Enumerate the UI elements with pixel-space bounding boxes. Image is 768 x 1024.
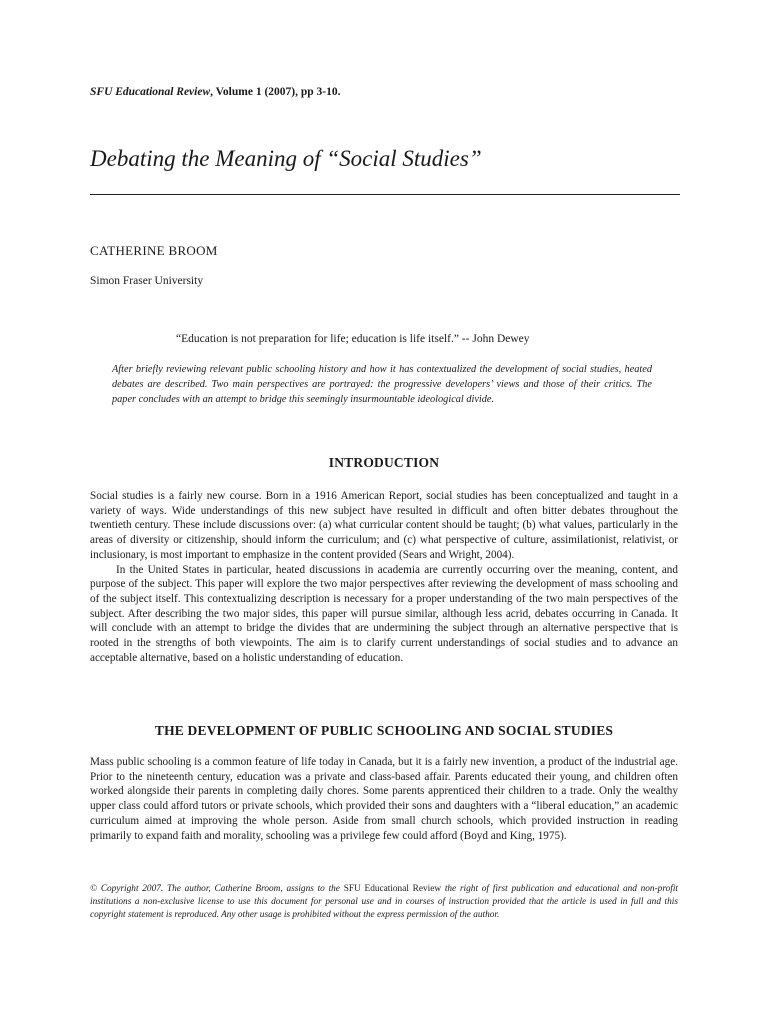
introduction-heading: INTRODUCTION — [328, 455, 440, 470]
citation-details: , Volume 1 (2007), pp 3-10. — [210, 86, 341, 98]
development-heading: THE DEVELOPMENT OF PUBLIC SCHOOLING AND SOCIAL STUDIES — [154, 723, 614, 738]
epigraph-quote: “Education is not preparation for life; education is life itself.” -- John Dewey — [176, 333, 530, 345]
copyright-notice — [90, 883, 678, 922]
copyright-journal-name: SFU Educational Review — [343, 884, 442, 894]
development-paragraph: Mass public schooling is a common feature of life today in Canada, but it is a fairly new invention, a product of the industrial age. Prior to the nineteenth century, education was a private and class-based affair. Parents educated their young, and children often worked alongside their parents in completing daily chores. Some parents apprenticed their children to a trade. Only the wealthy upper class could afford tutors or private schools, which provided their sons and daughters with a “liberal education,” an academic curriculum aimed at improving the whole person. Aside from small church schools, which provided instruction in reading primarily to expand faith and morality, schooling was a privilege few could afford (Boyd and King, 1975). — [90, 756, 678, 842]
author-affiliation: Simon Fraser University — [90, 275, 204, 287]
introduction-paragraph: Social studies is a fairly new course. Born in a 1916 American Report, social studies has been conceptualized and taught in a variety of ways. Wide understandings of this new subject have resulted in difficult and often bitter debates throughout the twentieth century. These include discussions over: (a) what curricular content should be taught; (b) what values, particularly in the areas of diversity or citizenship, should inform the curriculum; and (c) what perspective of culture, assimilationist, relativist, or inclusionary, is most important to emphasize in the content provided (Sears and Wright, 2004). — [90, 490, 678, 561]
abstract: After briefly reviewing relevant public schooling history and how it has contextualized the development of social studies, heated debates are described. Two main perspectives are portrayed: the progressive developers’ views and those of their critics. The paper concludes with an attempt to bridge this seemingly insurmountable ideological divide. — [112, 364, 652, 405]
title-divider — [90, 194, 680, 195]
article-title: Debating the Meaning of “Social Studies” — [90, 146, 482, 171]
journal-citation — [90, 86, 340, 98]
journal-name: SFU Educational Review — [90, 86, 211, 98]
copyright-text-start: © Copyright 2007. The author, Catherine Broom, assigns to the — [90, 884, 344, 894]
introduction-paragraph: In the United States in particular, heated discussions in academia are currently occurring over the meaning, content, and purpose of the subject. This paper will explore the two major perspectives after reviewing the development of mass schooling and of the subject itself. This contextualizing description is necessary for a proper understanding of the two main perspectives of the subject. After describing the two major sides, this paper will pursue similar, although less acrid, debates occurring in Canada. It will conclude with an attempt to bridge the divides that are undermining the subject through an alternative perspective that is rooted in the strengths of both viewpoints. The aim is to clarify current understandings of social studies and to advance an acceptable alternative, based on a holistic understanding of education. — [90, 563, 678, 664]
copyright-text-end: the right of first publication and educational and non-profit institutions a non-exclusive license to use this document for personal use and in courses of instruction provided that the article is used in full and this copyright statement is reproduced. Any other usage is prohibited without the express permission of the author. — [90, 884, 679, 920]
development-body — [90, 755, 678, 843]
introduction-body — [90, 489, 678, 665]
author-name: CATHERINE BROOM — [90, 243, 218, 258]
